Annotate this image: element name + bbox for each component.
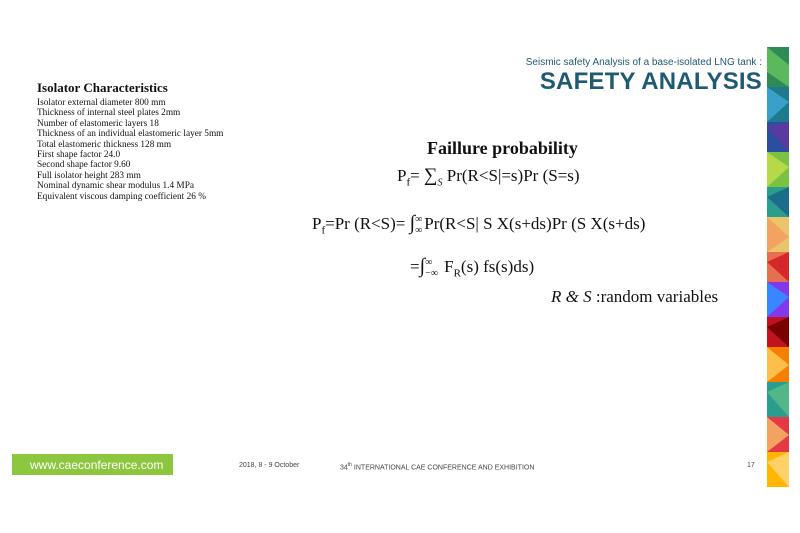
footer-date: 2018, 8 - 9 October (239, 462, 300, 469)
random-variables-note (551, 287, 718, 307)
isolator-heading: Isolator Characteristics (37, 80, 168, 95)
isolator-item: Full isolator height 283 mm (37, 170, 141, 181)
eq-subscript: f (406, 176, 411, 189)
slide-title: SAFETY ANALYSIS (539, 68, 762, 95)
equation-integral (312, 212, 645, 236)
eq-lead: = (410, 257, 420, 276)
eq-rest: (s) fs(s)ds) (460, 257, 535, 276)
equation-integral-cdf (410, 255, 534, 279)
eq-rest: Pr(R<S| S X(s+ds)Pr (S X(s+ds) (424, 214, 646, 233)
eq-subscript: f (321, 224, 326, 237)
isolator-item: Thickness of internal steel plates 2mm (37, 108, 181, 119)
isolator-item: First shape factor 24.0 (37, 150, 121, 161)
footer-url-link[interactable]: www.caeconference.com (30, 458, 164, 472)
conf-number: 34 (340, 464, 348, 472)
sum-subscript: S (437, 177, 443, 189)
integral-lower: −∞ (425, 268, 438, 280)
eq-rest: Pr(R<S|=s)Pr (S=s) (442, 166, 580, 185)
decorative-mosaic (767, 47, 789, 487)
conf-ordinal: th (347, 462, 352, 468)
footer-conference (340, 462, 534, 471)
slide-subtitle: Seismic safety Analysis of a base-isolated LNG tank : (525, 57, 762, 68)
integral-upper: ∞ (425, 257, 433, 269)
eq-symbol: P (397, 166, 407, 185)
conf-text: INTERNATIONAL CAE CONFERENCE AND EXHIBITION (351, 464, 535, 472)
isolator-item: Nominal dynamic shear modulus 1.4 MPa (37, 181, 194, 192)
eq-subscript: R (453, 267, 461, 280)
integral-lower: ∞ (415, 225, 423, 237)
isolator-item: Number of elastomeric layers 18 (37, 118, 159, 129)
isolator-list (37, 98, 223, 202)
eq-function: F (439, 257, 454, 276)
failure-heading: Faillure probability (427, 138, 578, 158)
rv-vars: R & S (551, 287, 592, 306)
integral-symbol: ∫ (409, 212, 416, 234)
isolator-item: Second shape factor 9.60 (37, 160, 131, 171)
isolator-item: Isolator external diameter 800 mm (37, 98, 166, 108)
eq-operator: = (410, 166, 424, 185)
eq-symbol: P (312, 214, 322, 233)
sum-symbol: ∑ (423, 165, 438, 186)
rv-text: :random variables (595, 287, 719, 306)
equation-sum (397, 165, 580, 188)
integral-upper: ∞ (415, 214, 423, 226)
isolator-item: Thickness of an individual elastomeric layer 5mm (37, 129, 224, 140)
integral-symbol: ∫ (419, 255, 426, 277)
page-number: 17 (747, 462, 755, 469)
eq-lead: =Pr (R<S)= (325, 214, 410, 233)
isolator-item: Total elastomeric thickness 128 mm (37, 139, 172, 150)
isolator-item: Equivalent viscous damping coefficient 26 % (37, 191, 206, 202)
